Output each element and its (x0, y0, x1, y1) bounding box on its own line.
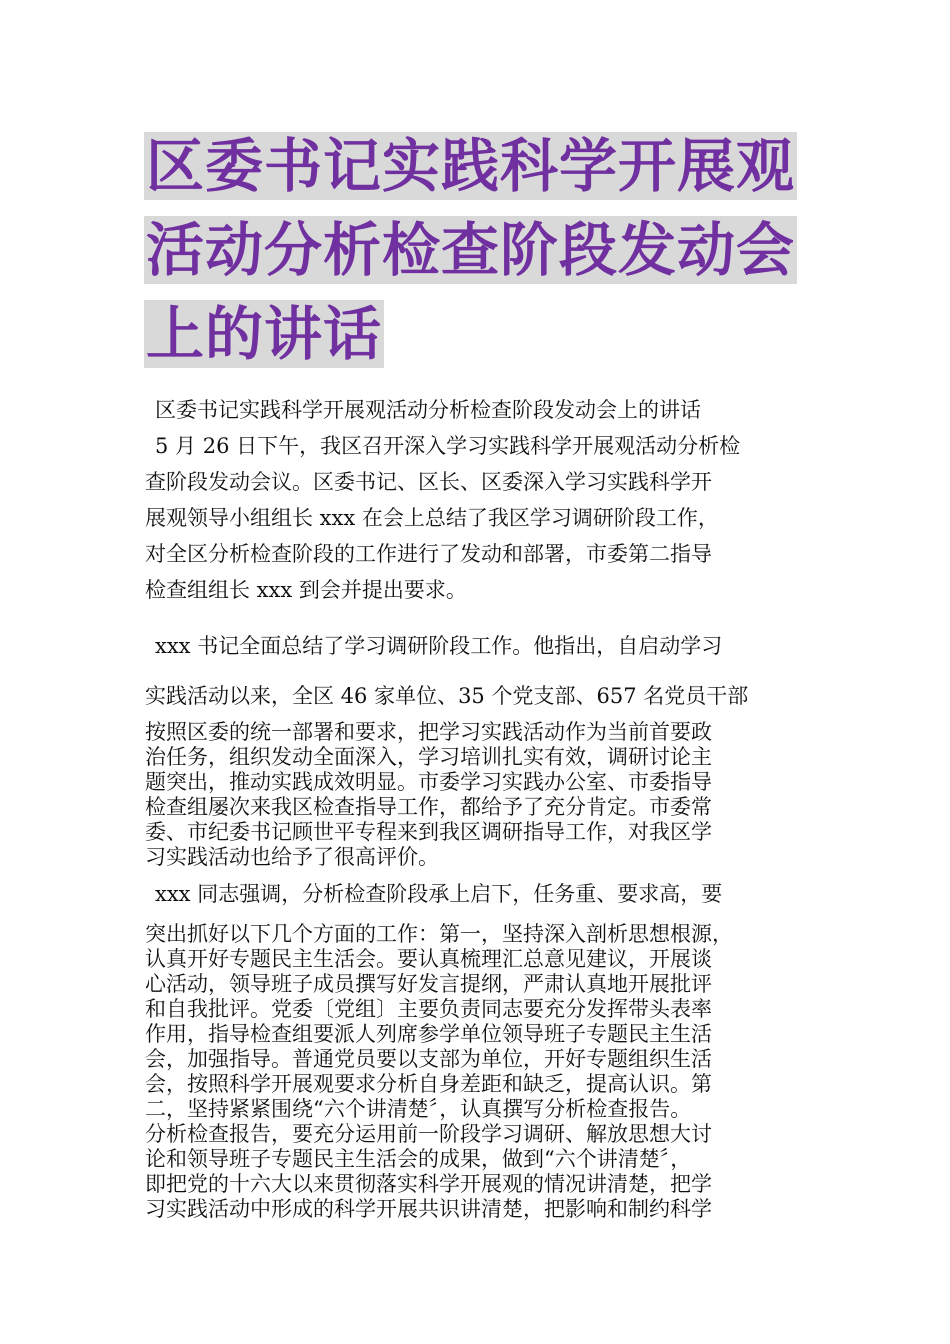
para2-line: 实践活动以来，全区 46 家单位、35 个党支部、657 名党员干部 (145, 684, 749, 708)
para3-line: 习实践活动中形成的科学开展共识讲清楚，把影响和制约科学 (145, 1197, 712, 1221)
para3-line: 突出抓好以下几个方面的工作：第一，坚持深入剖析思想根源， (145, 922, 733, 946)
title-line-3: 上的讲话 (146, 300, 383, 368)
para2-second-line (145, 678, 810, 714)
para2-first-line (145, 628, 810, 664)
para3-line: 二，坚持紧紧围绕“六个讲清楚〞，认真撰写分析检查报告。 (145, 1097, 692, 1121)
para2-line: 检查组屡次来我区检查指导工作，都给予了充分肯定。市委常 (145, 795, 712, 819)
para3-line: 和自我批评。党委〔党组〕主要负责同志要充分发挥带头表率 (145, 997, 712, 1021)
para3-line: 会，按照科学开展观要求分析自身差距和缺乏，提高认识。第 (145, 1072, 712, 1096)
para3-line: 分析检查报告，要充分运用前一阶段学习调研、解放思想大讨 (145, 1122, 712, 1146)
document-title (144, 132, 814, 384)
title-line-2: 活动分析检查阶段发动会 (146, 216, 796, 284)
para3-line: 作用，指导检查组要派人列席参学单位领导班子专题民主生活 (145, 1022, 712, 1046)
para3-line: 心活动，领导班子成员撰写好发言提纲，严肃认真地开展批评 (145, 972, 712, 996)
intro-section (145, 392, 810, 608)
para2-line: 委、市纪委书记顾世平专程来到我区调研指导工作，对我区学 (145, 820, 712, 844)
para2-line: xxx 书记全面总结了学习调研阶段工作。他指出，自启动学习 (155, 634, 723, 658)
body-heading: 区委书记实践科学开展观活动分析检查阶段发动会上的讲话 (155, 398, 701, 422)
para2-rest (145, 720, 810, 870)
para1-line: 检查组组长 xxx 到会并提出要求。 (145, 578, 467, 602)
para2-line: 按照区委的统一部署和要求，把学习实践活动作为当前首要政 (145, 720, 712, 744)
para1-line: 5 月 26 日下午，我区召开深入学习实践科学开展观活动分析检 (155, 434, 741, 458)
para1-line: 对全区分析检查阶段的工作进行了发动和部署，市委第二指导 (145, 542, 712, 566)
para3-line: 会，加强指导。普通党员要以支部为单位，开好专题组织生活 (145, 1047, 712, 1071)
para2-line: 题突出，推动实践成效明显。市委学习实践办公室、市委指导 (145, 770, 712, 794)
para3-line: 认真开好专题民主生活会。要认真梳理汇总意见建议，开展谈 (145, 947, 712, 971)
para3-first-line (145, 876, 810, 912)
para2-line: 治任务，组织发动全面深入，学习培训扎实有效，调研讨论主 (145, 745, 712, 769)
para2-line: 习实践活动也给予了很高评价。 (145, 845, 439, 869)
para1-line: 展观领导小组组长 xxx 在会上总结了我区学习调研阶段工作， (145, 506, 719, 530)
title-line-1: 区委书记实践科学开展观 (146, 132, 796, 200)
para3-line: 论和领导班子专题民主生活会的成果，做到“六个讲清楚〞， (145, 1147, 692, 1171)
para3-line: xxx 同志强调，分析检查阶段承上启下，任务重、要求高，要 (155, 882, 723, 906)
para3-rest (145, 922, 810, 1222)
para1-line: 查阶段发动会议。区委书记、区长、区委深入学习实践科学开 (145, 470, 712, 494)
para3-line: 即把党的十六大以来贯彻落实科学开展观的情况讲清楚，把学 (145, 1172, 712, 1196)
